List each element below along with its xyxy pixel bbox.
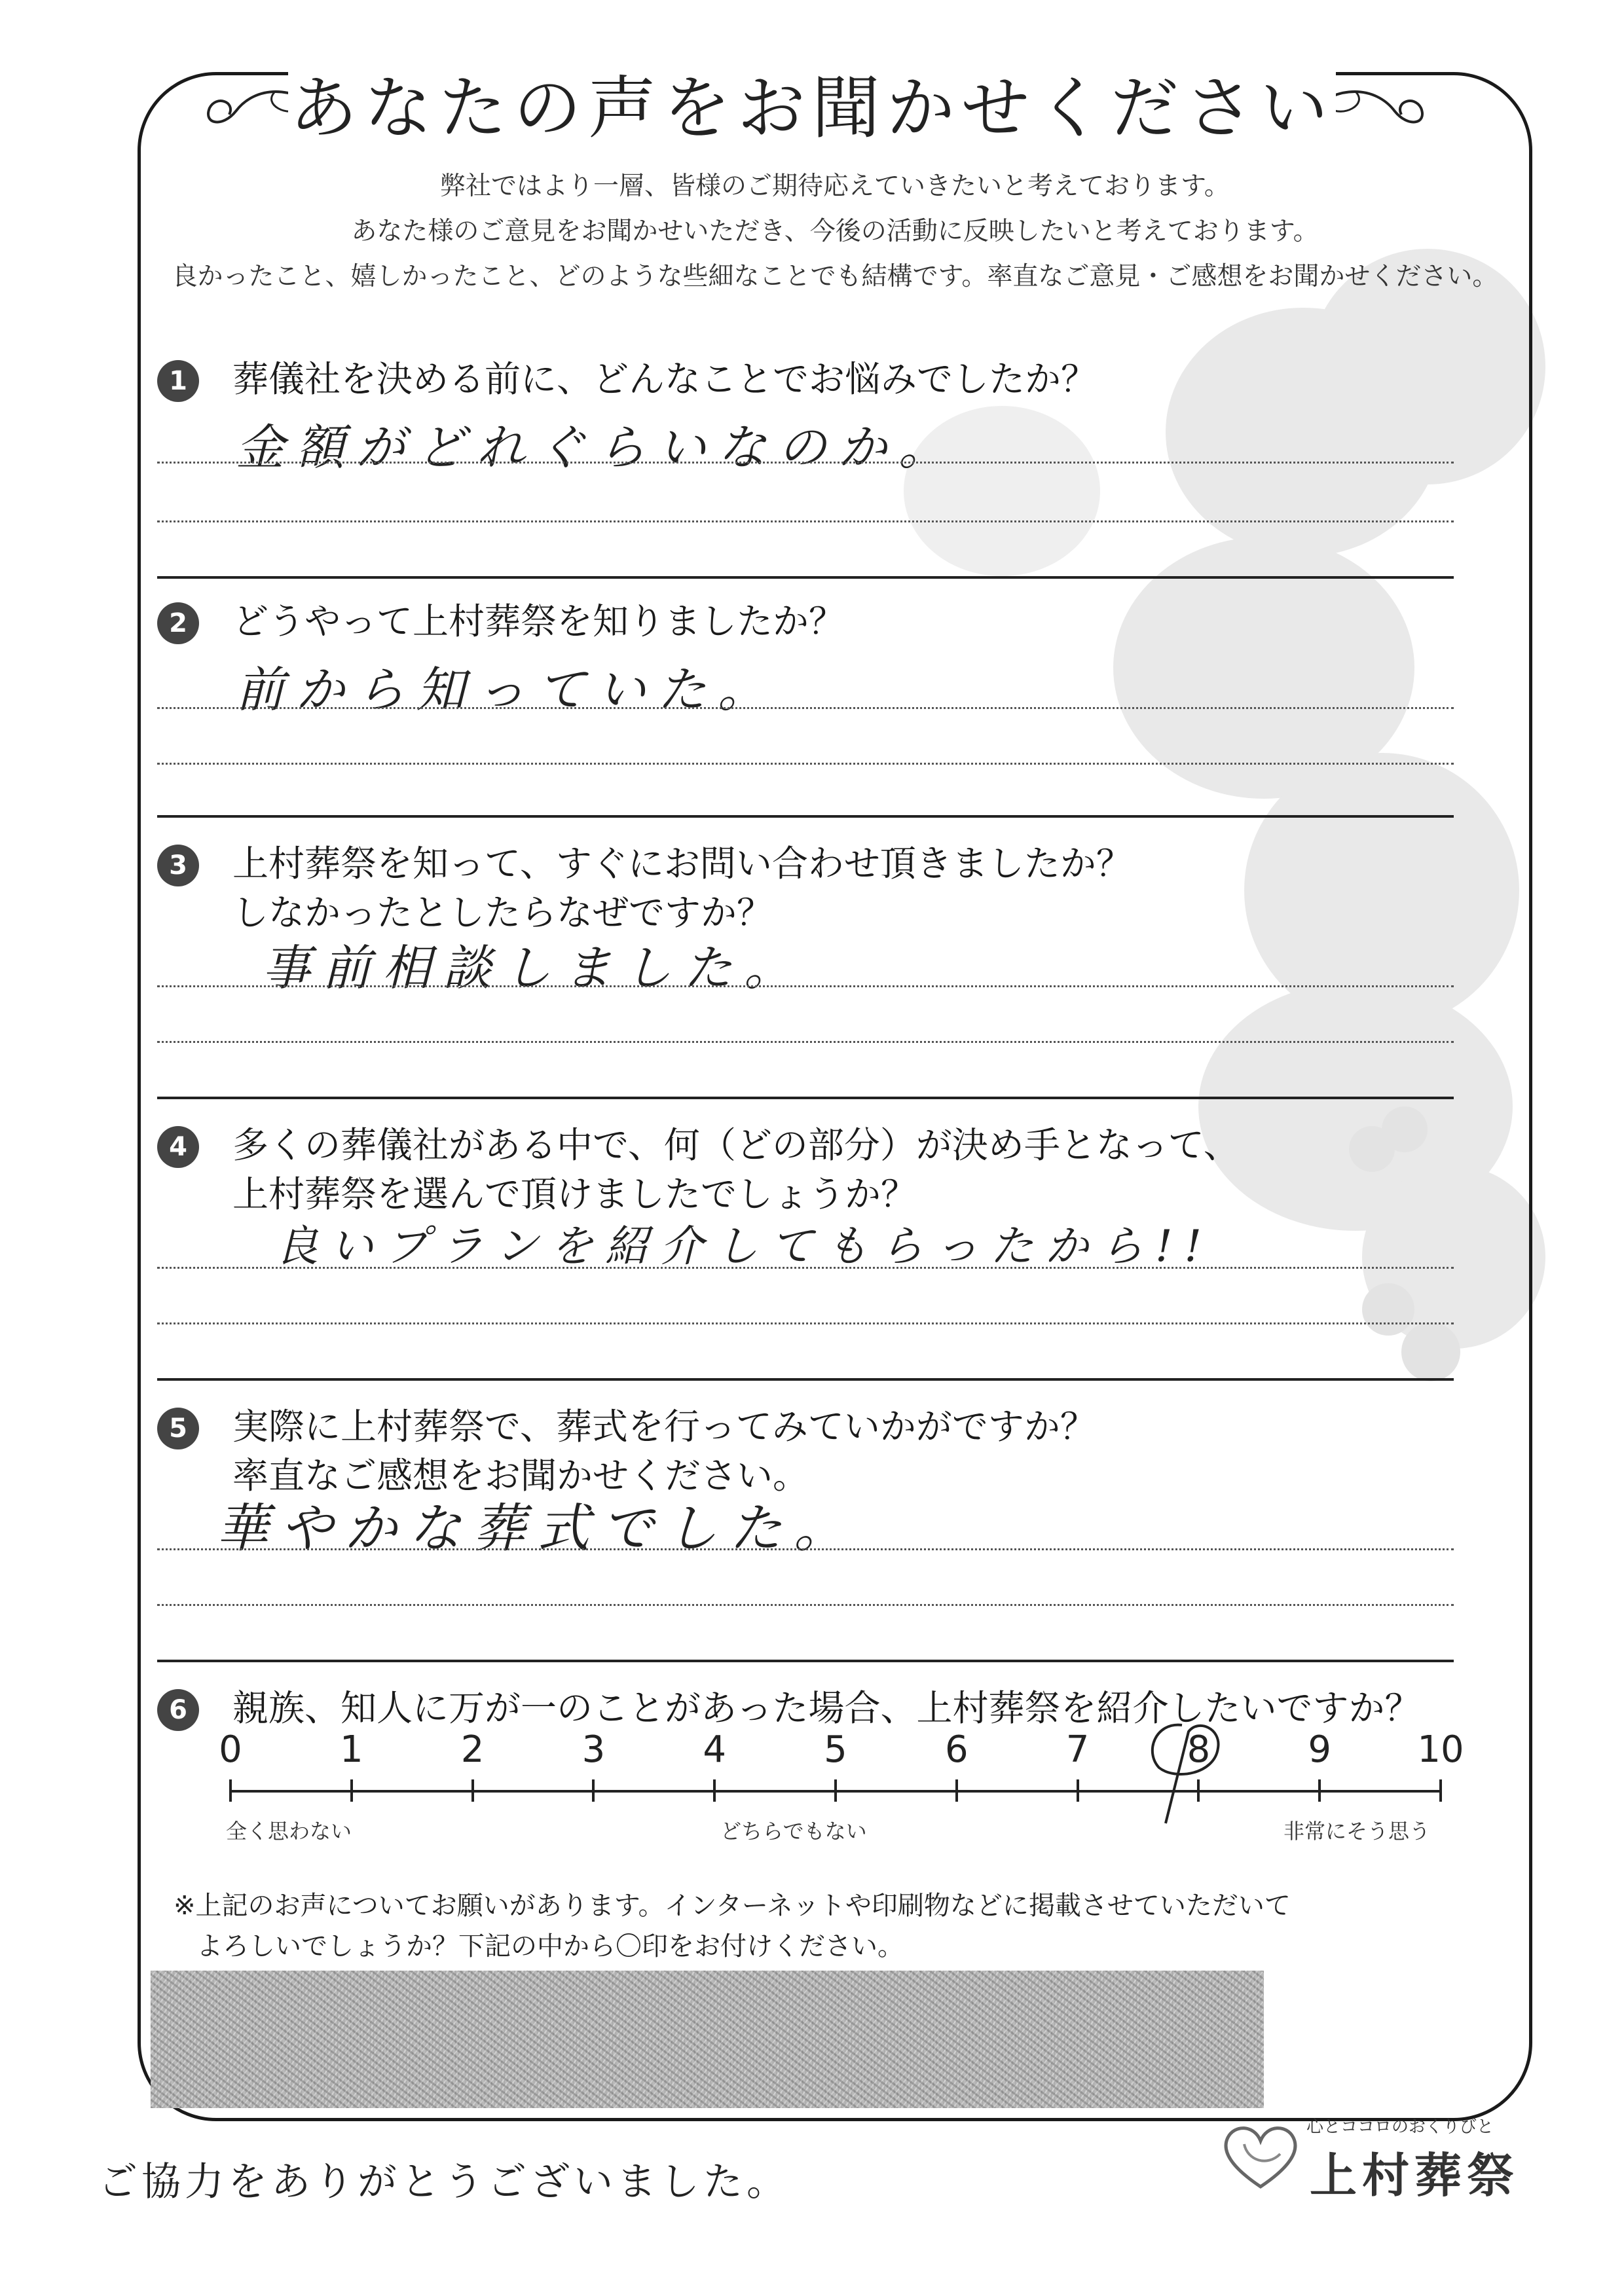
scale-tick-label: 10 [1417, 1728, 1464, 1771]
scale-tick [955, 1779, 958, 1802]
scale-tick-label: 3 [581, 1728, 606, 1771]
answer-line [157, 1322, 1454, 1324]
handwritten-answer: 華やかな葬式でした。 [216, 1498, 858, 1559]
company-logo [1218, 2102, 1532, 2203]
question-text: しなかったとしたらなぜですか？ [232, 892, 773, 934]
question-number-badge: 5 [157, 1408, 199, 1449]
scale-label-high: 非常にそう思う [1283, 1819, 1431, 1844]
answer-line [157, 462, 1454, 464]
answer-line [157, 1548, 1454, 1550]
redacted-area [151, 1971, 1264, 2108]
question-number-badge: 2 [157, 602, 199, 644]
scale-tick [713, 1779, 716, 1802]
answer-line [157, 1604, 1454, 1606]
scale-tick [471, 1779, 474, 1802]
question-text: 率直なご感想をお聞かせください。 [232, 1455, 809, 1497]
logo-name: 上村葬祭 [1310, 2148, 1520, 2203]
scale-tick-label: 1 [339, 1728, 363, 1771]
question-number-badge: 1 [157, 360, 199, 402]
scale-label-low: 全く思わない [226, 1819, 352, 1844]
scale-tick [1318, 1779, 1321, 1802]
scale-tick [834, 1779, 837, 1802]
scale-tick [350, 1779, 353, 1802]
intro-text [151, 164, 1519, 299]
question-text: 上村葬祭を選んで頂けましたでしょうか？ [232, 1173, 917, 1215]
scale-tick-label: 2 [460, 1728, 485, 1771]
scale-label-mid: どちらでもない [720, 1819, 867, 1844]
scale-tick [1077, 1779, 1079, 1802]
answer-line [157, 1267, 1454, 1269]
handwritten-answer: 前から知っていた。 [236, 662, 778, 718]
answer-line [157, 1041, 1454, 1043]
scale-tick-label: 0 [219, 1728, 242, 1771]
question-text: 多くの葬儀社がある中で、何（どの部分）が決め手となって、 [232, 1124, 1240, 1166]
question-text: 葬儀社を決める前に、どんなことでお悩みでしたか？ [232, 358, 1098, 400]
scale-tick-label: 7 [1065, 1728, 1090, 1771]
section-divider [157, 815, 1454, 818]
title-banner [288, 59, 1336, 157]
question-text: 上村葬祭を知って、すぐにお問い合わせ頂きましたか？ [232, 843, 1132, 884]
scale-tick [592, 1779, 595, 1802]
answer-line [157, 520, 1454, 522]
answer-line [157, 707, 1454, 709]
question-number-badge: 3 [157, 845, 199, 886]
intro-line: あなた様のご意見をお聞かせいただき、今後の活動に反映したいと考えております。 [351, 217, 1319, 246]
answer-line [157, 985, 1454, 987]
section-divider [157, 1097, 1454, 1099]
scale-tick-label: 6 [944, 1728, 969, 1771]
logo-tagline: 心とココロのおくりびと [1306, 2117, 1494, 2137]
selected-circle-icon [1136, 1712, 1228, 1836]
question-number-badge: 6 [157, 1689, 199, 1731]
publication-note: よろしいでしょうか？下記の中から〇印をお付けください。 [196, 1931, 904, 1961]
question-text: 親族、知人に万が一のことがあった場合、上村葬祭を紹介したいですか？ [232, 1687, 1421, 1729]
scale-tick [229, 1779, 232, 1802]
handwritten-answer: 事前相談しました。 [262, 940, 804, 996]
scale-tick [1439, 1779, 1442, 1802]
question-number-badge: 4 [157, 1126, 199, 1168]
question-text: どうやって上村葬祭を知りましたか？ [232, 600, 845, 642]
scale-tick-label: 4 [703, 1728, 726, 1771]
handwritten-answer: 金額がどれぐらいなのか。 [236, 420, 959, 476]
scale-tick-label: 5 [824, 1728, 847, 1771]
page-title: あなたの声をお聞かせください [289, 68, 1335, 148]
thanks-message: ご協力をありがとうございました。 [98, 2159, 790, 2205]
section-divider [157, 1378, 1454, 1381]
heart-logo-icon [1218, 2115, 1303, 2193]
intro-line: 弊社ではより一層、皆様のご期待応えていきたいと考えております。 [440, 172, 1230, 201]
answer-line [157, 763, 1454, 765]
scale-tick-label: 9 [1308, 1728, 1331, 1771]
publication-note: ※上記のお声についてお願いがあります。インターネットや印刷物などに掲載させていただいて [174, 1891, 1291, 1921]
section-divider [157, 576, 1454, 579]
handwritten-answer: 良いプランを紹介してもらったから!! [275, 1221, 1214, 1271]
intro-line: 良かったこと、嬉しかったこと、どのような些細なことでも結構です。率直なご意見・ご感想をお聞かせください。 [172, 262, 1498, 291]
scale-tick-label: 8 [1187, 1728, 1211, 1771]
question-text: 実際に上村葬祭で、葬式を行ってみていかがですか？ [232, 1406, 1096, 1448]
section-divider [157, 1660, 1454, 1662]
